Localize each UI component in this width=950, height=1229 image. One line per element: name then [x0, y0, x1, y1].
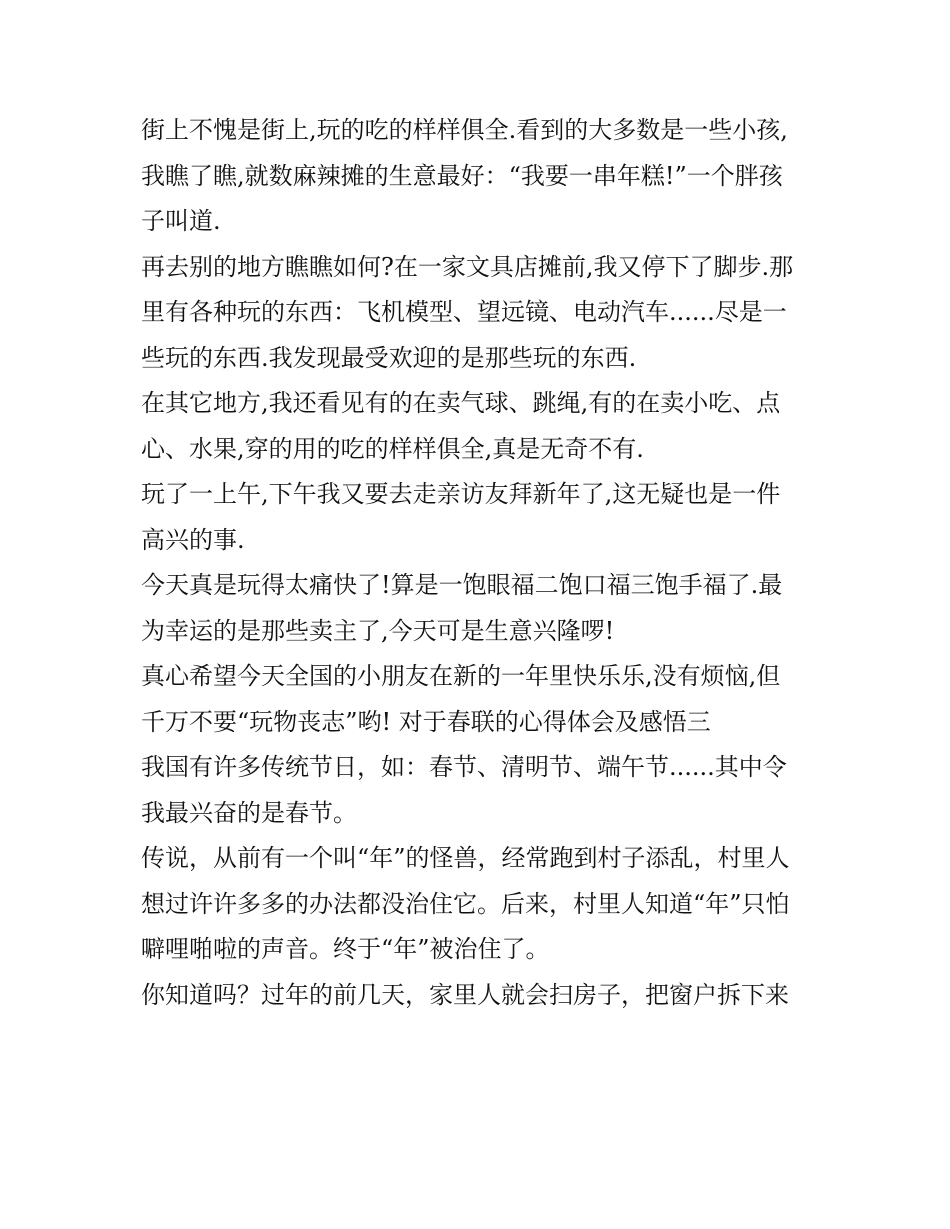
paragraph-8: [141, 836, 821, 973]
text-line: 为幸运的是那些卖主了,今天可是生意兴隆啰!: [141, 616, 615, 645]
text-line: 真心希望今天全国的小朋友在新的一年里快乐乐,没有烦恼,但: [141, 662, 781, 690]
paragraph-2: [141, 245, 821, 382]
document-body: [141, 108, 821, 1018]
text-line: 千万不要“玩物丧志”哟! 对于春联的心得体会及感悟三: [141, 707, 711, 736]
text-line: 我瞧了瞧,就数麻辣摊的生意最好：“我要一串年糕!”一个胖孩: [141, 161, 783, 190]
text-line: 街上不愧是街上,玩的吃的样样俱全.看到的大多数是一些小孩,: [141, 116, 788, 144]
text-line: 再去别的地方瞧瞧如何?在一家文具店摊前,我又停下了脚步.那: [141, 252, 794, 281]
text-line: 我最兴奋的是春节。: [141, 798, 357, 827]
text-line: 我国有许多传统节日，如：春节、清明节、端午节......其中令: [141, 753, 787, 781]
paragraph-4: [141, 472, 821, 563]
text-line: 今天真是玩得太痛快了!算是一饱眼福二饱口福三饱手福了.最: [141, 571, 783, 599]
paragraph-9: [141, 973, 821, 1019]
paragraph-7: [141, 745, 821, 836]
text-line: 玩了一上午,下午我又要去走亲访友拜新年了,这无疑也是一件: [141, 480, 781, 508]
text-line: 里有各种玩的东西：飞机模型、望远镜、电动汽车......尽是一: [141, 298, 787, 326]
text-line: 想过许许多多的办法都没治住它。后来，村里人知道“年”只怕: [141, 889, 790, 918]
text-line: 传说，从前有一个叫“年”的怪兽，经常跑到村子添乱，村里人: [141, 844, 790, 872]
text-line: 在其它地方,我还看见有的在卖气球、跳绳,有的在卖小吃、点: [141, 389, 781, 417]
text-line: 噼哩啪啦的声音。终于“年”被治住了。: [141, 935, 550, 963]
text-line: 高兴的事.: [141, 525, 245, 554]
paragraph-5: [141, 563, 821, 654]
text-line: 子叫道.: [141, 207, 221, 235]
text-line: 心、水果,穿的用的吃的样样俱全,真是无奇不有.: [141, 434, 644, 463]
text-line: 些玩的东西.我发现最受欢迎的是那些玩的东西.: [141, 343, 637, 372]
paragraph-1: [141, 108, 821, 245]
paragraph-3: [141, 381, 821, 472]
paragraph-6: [141, 654, 821, 745]
text-line: 你知道吗？过年的前几天，家里人就会扫房子，把窗户拆下来: [141, 980, 789, 1009]
